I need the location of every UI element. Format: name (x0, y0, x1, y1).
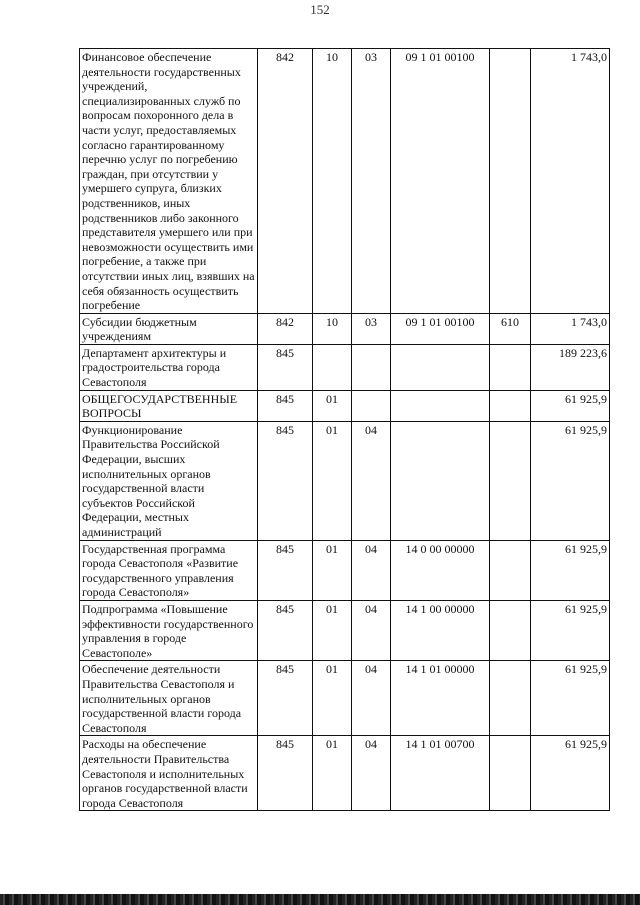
subsection-code-cell: 04 (352, 600, 391, 660)
department-code-cell: 845 (258, 390, 313, 421)
amount-cell: 61 925,9 (531, 736, 610, 811)
target-article-cell: 14 1 01 00700 (391, 736, 490, 811)
section-code-cell: 01 (313, 540, 352, 600)
expense-type-cell: 610 (490, 313, 531, 344)
expense-type-cell (490, 600, 531, 660)
section-code-cell: 10 (313, 313, 352, 344)
table-row (80, 49, 610, 314)
subsection-code-cell: 04 (352, 661, 391, 736)
department-code-cell: 845 (258, 661, 313, 736)
amount-cell: 1 743,0 (531, 49, 610, 314)
page-number: 152 (310, 2, 330, 17)
table-row (80, 421, 610, 540)
amount-cell: 61 925,9 (531, 421, 610, 540)
target-article-cell: 09 1 01 00100 (391, 313, 490, 344)
target-article-cell (391, 421, 490, 540)
amount-cell: 61 925,9 (531, 600, 610, 660)
department-code-cell: 845 (258, 540, 313, 600)
item-name-cell: Функционирование Правительства Российской Федерации, высших исполнительных органов государственной власти субъектов Российской Федерации, местных администраций (80, 421, 258, 540)
table-row (80, 313, 610, 344)
amount-cell: 189 223,6 (531, 344, 610, 390)
item-name-cell: Субсидии бюджетным учреждениям (80, 313, 258, 344)
item-name-cell: Расходы на обеспечение деятельности Правительства Севастополя и исполнительных органов государственной власти города Севастополя (80, 736, 258, 811)
expense-type-cell (490, 421, 531, 540)
item-name-cell: Обеспечение деятельности Правительства Севастополя и исполнительных органов государственной власти города Севастополя (80, 661, 258, 736)
department-code-cell: 842 (258, 313, 313, 344)
section-code-cell: 01 (313, 390, 352, 421)
amount-cell: 61 925,9 (531, 661, 610, 736)
subsection-code-cell: 04 (352, 540, 391, 600)
expense-type-cell (490, 344, 531, 390)
budget-table-body (80, 49, 610, 811)
expense-type-cell (490, 661, 531, 736)
item-name-cell: Департамент архитектуры и градостроительства города Севастополя (80, 344, 258, 390)
item-name-cell: Государственная программа города Севастополя «Развитие государственного управления города Севастополя» (80, 540, 258, 600)
scan-edge-bar (0, 894, 640, 905)
department-code-cell: 845 (258, 736, 313, 811)
target-article-cell: 14 1 00 00000 (391, 600, 490, 660)
target-article-cell (391, 390, 490, 421)
expense-type-cell (490, 390, 531, 421)
table-row (80, 736, 610, 811)
department-code-cell: 845 (258, 421, 313, 540)
target-article-cell (391, 344, 490, 390)
subsection-code-cell: 03 (352, 49, 391, 314)
budget-table (79, 48, 610, 811)
table-row (80, 390, 610, 421)
department-code-cell: 842 (258, 49, 313, 314)
expense-type-cell (490, 49, 531, 314)
target-article-cell: 09 1 01 00100 (391, 49, 490, 314)
section-code-cell: 01 (313, 600, 352, 660)
item-name-cell: Подпрограмма «Повышение эффективности государственного управления в городе Севастополе» (80, 600, 258, 660)
table-row (80, 600, 610, 660)
section-code-cell: 10 (313, 49, 352, 314)
subsection-code-cell (352, 390, 391, 421)
subsection-code-cell: 04 (352, 421, 391, 540)
target-article-cell: 14 0 00 00000 (391, 540, 490, 600)
section-code-cell: 01 (313, 661, 352, 736)
target-article-cell: 14 1 01 00000 (391, 661, 490, 736)
amount-cell: 1 743,0 (531, 313, 610, 344)
expense-type-cell (490, 540, 531, 600)
subsection-code-cell: 04 (352, 736, 391, 811)
table-row (80, 661, 610, 736)
subsection-code-cell (352, 344, 391, 390)
expense-type-cell (490, 736, 531, 811)
department-code-cell: 845 (258, 600, 313, 660)
amount-cell: 61 925,9 (531, 390, 610, 421)
table-row (80, 540, 610, 600)
amount-cell: 61 925,9 (531, 540, 610, 600)
section-code-cell (313, 344, 352, 390)
table-row (80, 344, 610, 390)
section-code-cell: 01 (313, 421, 352, 540)
item-name-cell: Финансовое обеспечение деятельности государственных учреждений, специализированных служб по вопросам похоронного дела в части услуг, предоставляемых согласно гарантированному перечню услуг по погребению граждан, при отсутствии у умершего супруга, близких родственников, иных родственников либо законного представителя умершего или при невозможности осуществить ими погребение, а также при отсутствии иных лиц, взявших на себя обязанность осуществить погребение (80, 49, 258, 314)
department-code-cell: 845 (258, 344, 313, 390)
subsection-code-cell: 03 (352, 313, 391, 344)
item-name-cell: ОБЩЕГОСУДАРСТВЕННЫЕ ВОПРОСЫ (80, 390, 258, 421)
section-code-cell: 01 (313, 736, 352, 811)
